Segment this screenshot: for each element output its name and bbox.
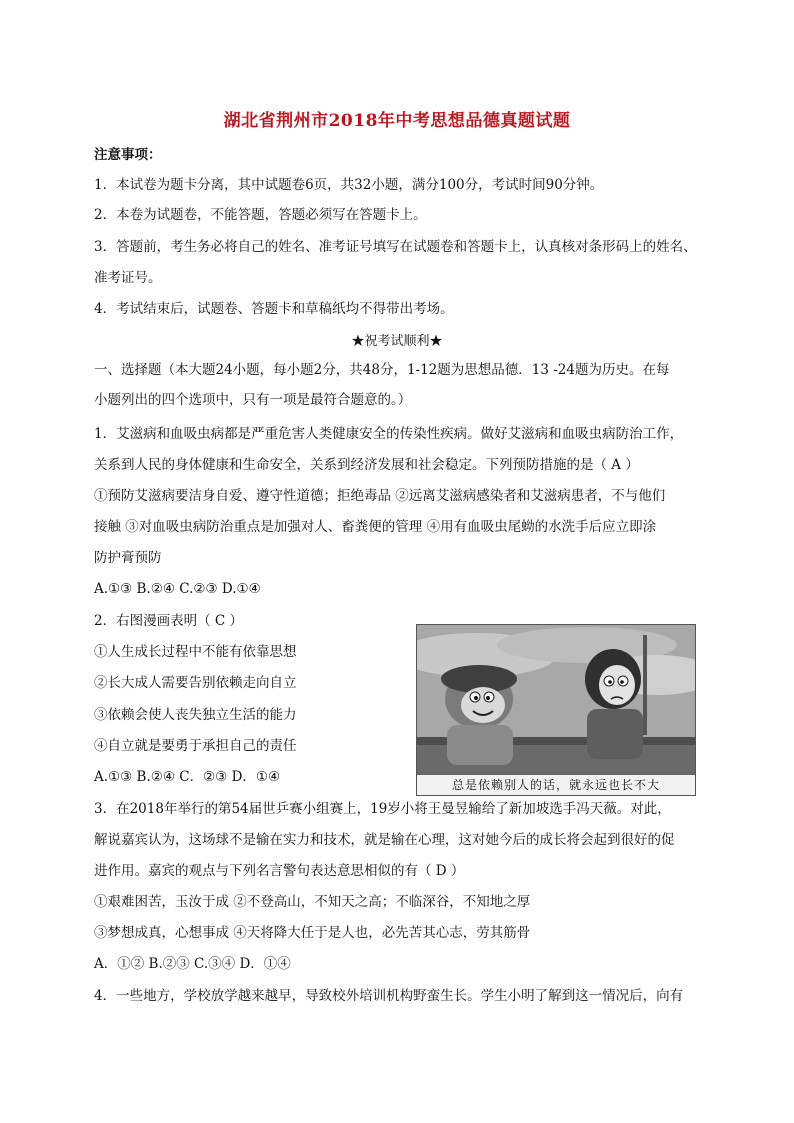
question-2: 2．右图漫画表明（ C ） — [94, 613, 244, 629]
question-1-options: A.①③ B.②④ C.②③ D.①④ — [94, 581, 261, 597]
question-1: 关系到人民的身体健康和生命安全，关系到经济发展和社会稳定。下列预防措施的是（ A ） — [94, 457, 639, 473]
question-1: 防护膏预防 — [94, 550, 162, 566]
comic-image — [416, 624, 696, 796]
notice-item: 4．考试结束后，试题卷、答题卡和草稿纸均不得带出考场。 — [94, 301, 454, 317]
question-3-options: A．①② B.②③ C.③④ D．①④ — [94, 956, 291, 972]
notice-item: 3．答题前，考生务必将自己的姓名、准考证号填写在试题卷和答题卡上，认真核对条形码上的姓名、 — [94, 239, 697, 255]
comic-illustration — [417, 625, 695, 795]
blessing: ★祝考试顺利★ — [351, 334, 443, 349]
question-2-choice: ①人生成长过程中不能有依靠思想 — [94, 644, 297, 660]
section-heading: 小题列出的四个选项中，只有一项是最符合题意的。） — [94, 392, 412, 408]
notice-heading: 注意事项： — [94, 147, 162, 163]
comic-caption: 总是依赖别人的话，就永远也长不大 — [417, 774, 695, 795]
question-2-options: A.①③ B.②④ C．②③ D．①④ — [94, 769, 281, 785]
question-3: ③梦想成真，心想事成 ④天将降大任于是人也，必先苦其心志，劳其筋骨 — [94, 925, 531, 941]
notice-item: 1．本试卷为题卡分离，其中试题卷6页，共32小题，满分100分，考试时间90分钟。 — [94, 177, 604, 193]
question-2-choice: ②长大成人需要告别依赖走向自立 — [94, 675, 297, 691]
notice-item: 2．本卷为试题卷，不能答题，答题必须写在答题卡上。 — [94, 207, 427, 223]
question-3: 解说嘉宾认为，这场球不是输在实力和技术，就是输在心理，这对她今后的成长将会起到很好的促 — [94, 832, 675, 848]
question-3: ①艰难困苦，玉汝于成 ②不登高山，不知天之高；不临深谷，不知地之厚 — [94, 894, 531, 910]
question-2-choice: ④自立就是要勇于承担自己的责任 — [94, 738, 297, 754]
question-3: 3．在2018年举行的第54届世乒赛小组赛上，19岁小将王曼昱输给了新加坡选手冯天薇。对此， — [94, 801, 671, 817]
question-1: ①预防艾滋病要洁身自爱、遵守性道德；拒绝毒品 ②远离艾滋病感染者和艾滋病患者，不与他们 — [94, 488, 666, 504]
question-4: 4．一些地方，学校放学越来越早，导致校外培训机构野蛮生长。学生小明了解到这一情况后，向有 — [94, 988, 684, 1004]
notice-item: 准考证号。 — [94, 270, 162, 286]
question-1: 接触 ③对血吸虫病防治重点是加强对人、畜粪便的管理 ④用有血吸虫尾蚴的水洗手后应立即涂 — [94, 519, 657, 535]
question-1: 1．艾滋病和血吸虫病都是严重危害人类健康安全的传染性疾病。做好艾滋病和血吸虫病防治工作， — [94, 426, 684, 442]
section-heading: 一、选择题（本大题24小题，每小题2分，共48分，1-12题为思想品德．13 -24题为历史。在每 — [94, 362, 670, 378]
question-3: 进作用。嘉宾的观点与下列名言警句表达意思相似的有（ D ） — [94, 863, 465, 879]
exam-title: 湖北省荆州市2018年中考思想品德真题试题 — [223, 111, 571, 131]
question-2-choice: ③依赖会使人丧失独立生活的能力 — [94, 707, 297, 723]
